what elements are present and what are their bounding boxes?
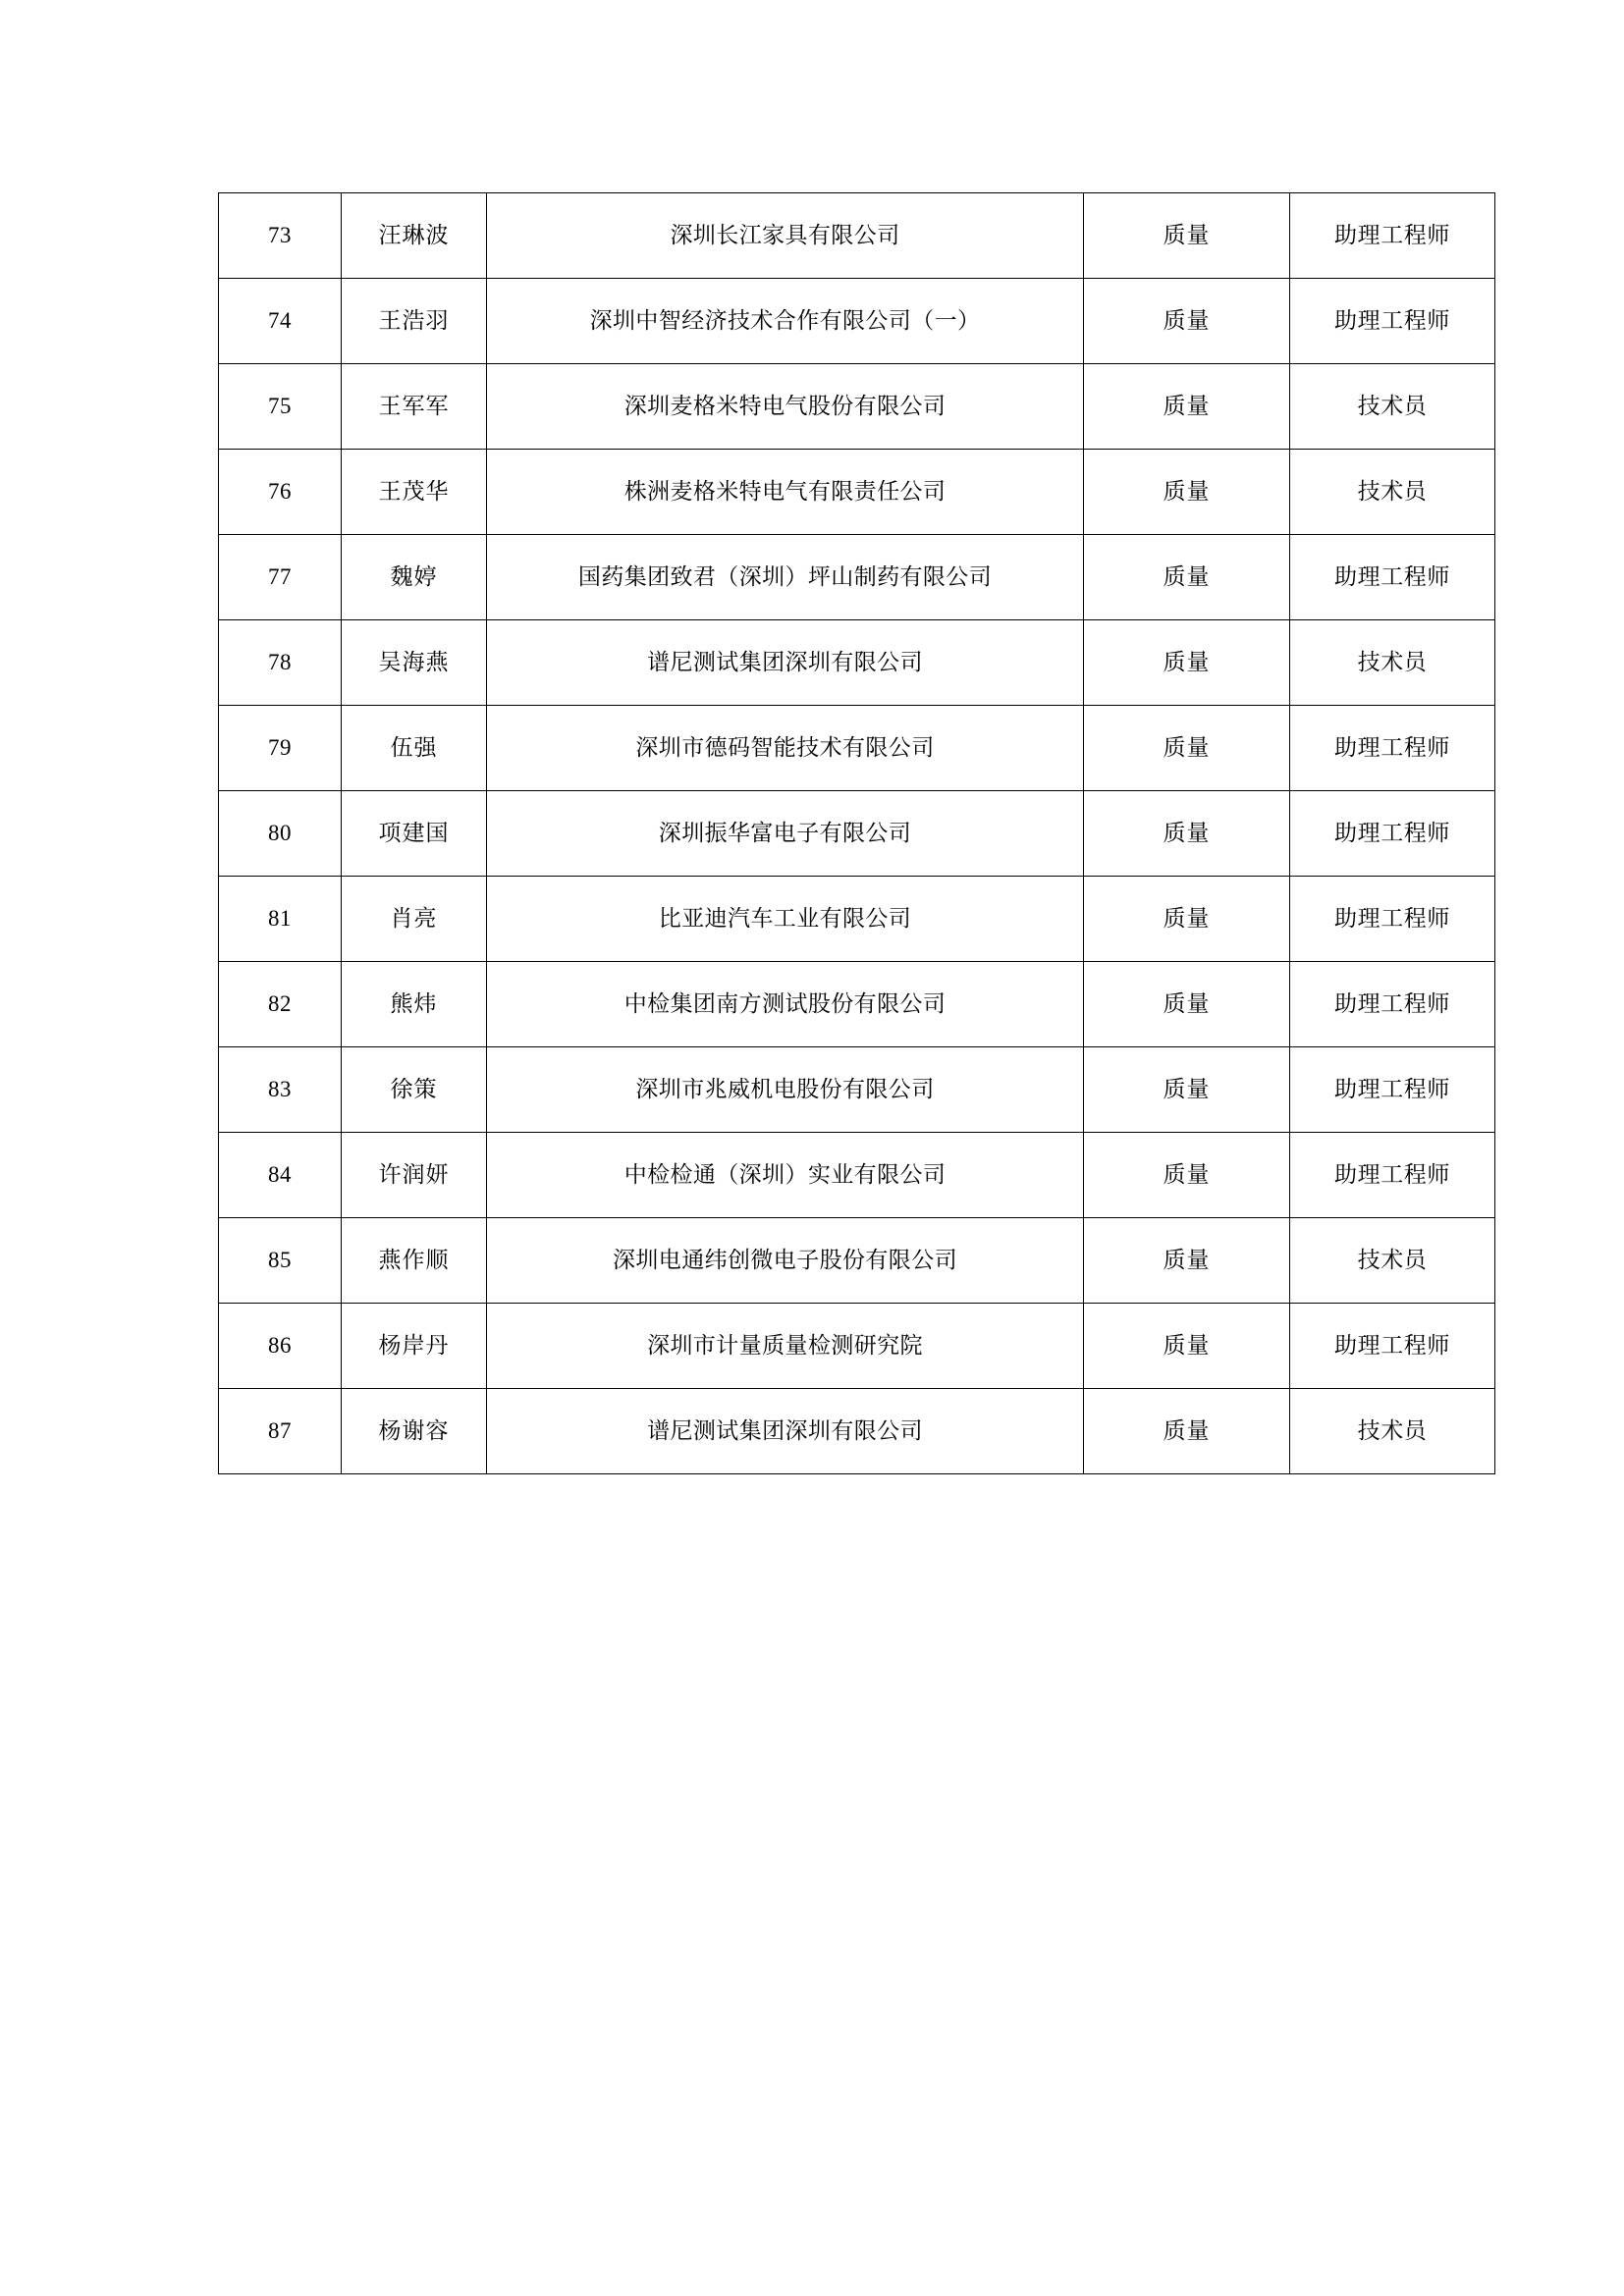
cell-index: 75 — [219, 364, 342, 450]
cell-title: 助理工程师 — [1290, 1133, 1495, 1218]
cell-title: 助理工程师 — [1290, 706, 1495, 791]
cell-title: 助理工程师 — [1290, 1304, 1495, 1389]
cell-organization: 谱尼测试集团深圳有限公司 — [487, 620, 1084, 706]
cell-organization: 深圳市德码智能技术有限公司 — [487, 706, 1084, 791]
table-row — [219, 1218, 1495, 1304]
table-row — [219, 877, 1495, 962]
cell-index: 83 — [219, 1047, 342, 1133]
cell-field: 质量 — [1084, 791, 1290, 877]
cell-index: 79 — [219, 706, 342, 791]
cell-organization: 深圳中智经济技术合作有限公司（一） — [487, 279, 1084, 364]
cell-organization: 比亚迪汽车工业有限公司 — [487, 877, 1084, 962]
cell-title: 技术员 — [1290, 1218, 1495, 1304]
cell-name: 汪琳波 — [342, 193, 487, 279]
cell-organization: 深圳麦格米特电气股份有限公司 — [487, 364, 1084, 450]
cell-field: 质量 — [1084, 1133, 1290, 1218]
cell-index: 80 — [219, 791, 342, 877]
cell-title: 助理工程师 — [1290, 279, 1495, 364]
cell-name: 伍强 — [342, 706, 487, 791]
cell-field: 质量 — [1084, 706, 1290, 791]
cell-name: 王浩羽 — [342, 279, 487, 364]
cell-index: 82 — [219, 962, 342, 1047]
cell-field: 质量 — [1084, 1389, 1290, 1474]
cell-field: 质量 — [1084, 193, 1290, 279]
table-row — [219, 450, 1495, 535]
cell-index: 85 — [219, 1218, 342, 1304]
cell-field: 质量 — [1084, 1047, 1290, 1133]
table-row — [219, 1389, 1495, 1474]
cell-name: 杨岸丹 — [342, 1304, 487, 1389]
cell-title: 技术员 — [1290, 620, 1495, 706]
cell-title: 助理工程师 — [1290, 962, 1495, 1047]
cell-organization: 深圳电通纬创微电子股份有限公司 — [487, 1218, 1084, 1304]
cell-organization: 深圳市兆威机电股份有限公司 — [487, 1047, 1084, 1133]
cell-field: 质量 — [1084, 450, 1290, 535]
table-row — [219, 1047, 1495, 1133]
cell-organization: 株洲麦格米特电气有限责任公司 — [487, 450, 1084, 535]
cell-title: 技术员 — [1290, 1389, 1495, 1474]
cell-index: 86 — [219, 1304, 342, 1389]
cell-field: 质量 — [1084, 279, 1290, 364]
cell-index: 74 — [219, 279, 342, 364]
table-row — [219, 962, 1495, 1047]
cell-name: 许润妍 — [342, 1133, 487, 1218]
cell-name: 肖亮 — [342, 877, 487, 962]
cell-name: 魏婷 — [342, 535, 487, 620]
cell-title: 助理工程师 — [1290, 535, 1495, 620]
cell-name: 吴海燕 — [342, 620, 487, 706]
cell-organization: 深圳市计量质量检测研究院 — [487, 1304, 1084, 1389]
table-row — [219, 706, 1495, 791]
cell-name: 杨谢容 — [342, 1389, 487, 1474]
roster-table-container — [218, 192, 1494, 1474]
cell-field: 质量 — [1084, 962, 1290, 1047]
cell-field: 质量 — [1084, 1218, 1290, 1304]
table-row — [219, 791, 1495, 877]
table-row — [219, 1304, 1495, 1389]
cell-title: 助理工程师 — [1290, 193, 1495, 279]
cell-organization: 深圳振华富电子有限公司 — [487, 791, 1084, 877]
cell-field: 质量 — [1084, 1304, 1290, 1389]
cell-organization: 谱尼测试集团深圳有限公司 — [487, 1389, 1084, 1474]
cell-name: 王军军 — [342, 364, 487, 450]
cell-field: 质量 — [1084, 535, 1290, 620]
cell-name: 熊炜 — [342, 962, 487, 1047]
cell-field: 质量 — [1084, 877, 1290, 962]
cell-organization: 国药集团致君（深圳）坪山制药有限公司 — [487, 535, 1084, 620]
cell-name: 项建国 — [342, 791, 487, 877]
roster-table-body — [219, 193, 1495, 1474]
roster-table — [218, 192, 1495, 1474]
cell-title: 技术员 — [1290, 364, 1495, 450]
cell-index: 81 — [219, 877, 342, 962]
table-row — [219, 364, 1495, 450]
table-row — [219, 535, 1495, 620]
table-row — [219, 1133, 1495, 1218]
cell-field: 质量 — [1084, 620, 1290, 706]
cell-title: 助理工程师 — [1290, 1047, 1495, 1133]
cell-index: 73 — [219, 193, 342, 279]
cell-name: 王茂华 — [342, 450, 487, 535]
cell-index: 76 — [219, 450, 342, 535]
cell-index: 78 — [219, 620, 342, 706]
table-row — [219, 193, 1495, 279]
cell-field: 质量 — [1084, 364, 1290, 450]
cell-name: 燕作顺 — [342, 1218, 487, 1304]
cell-index: 77 — [219, 535, 342, 620]
cell-index: 87 — [219, 1389, 342, 1474]
cell-title: 技术员 — [1290, 450, 1495, 535]
cell-title: 助理工程师 — [1290, 877, 1495, 962]
cell-organization: 深圳长江家具有限公司 — [487, 193, 1084, 279]
cell-index: 84 — [219, 1133, 342, 1218]
table-row — [219, 620, 1495, 706]
cell-title: 助理工程师 — [1290, 791, 1495, 877]
table-row — [219, 279, 1495, 364]
cell-organization: 中检集团南方测试股份有限公司 — [487, 962, 1084, 1047]
cell-name: 徐策 — [342, 1047, 487, 1133]
cell-organization: 中检检通（深圳）实业有限公司 — [487, 1133, 1084, 1218]
